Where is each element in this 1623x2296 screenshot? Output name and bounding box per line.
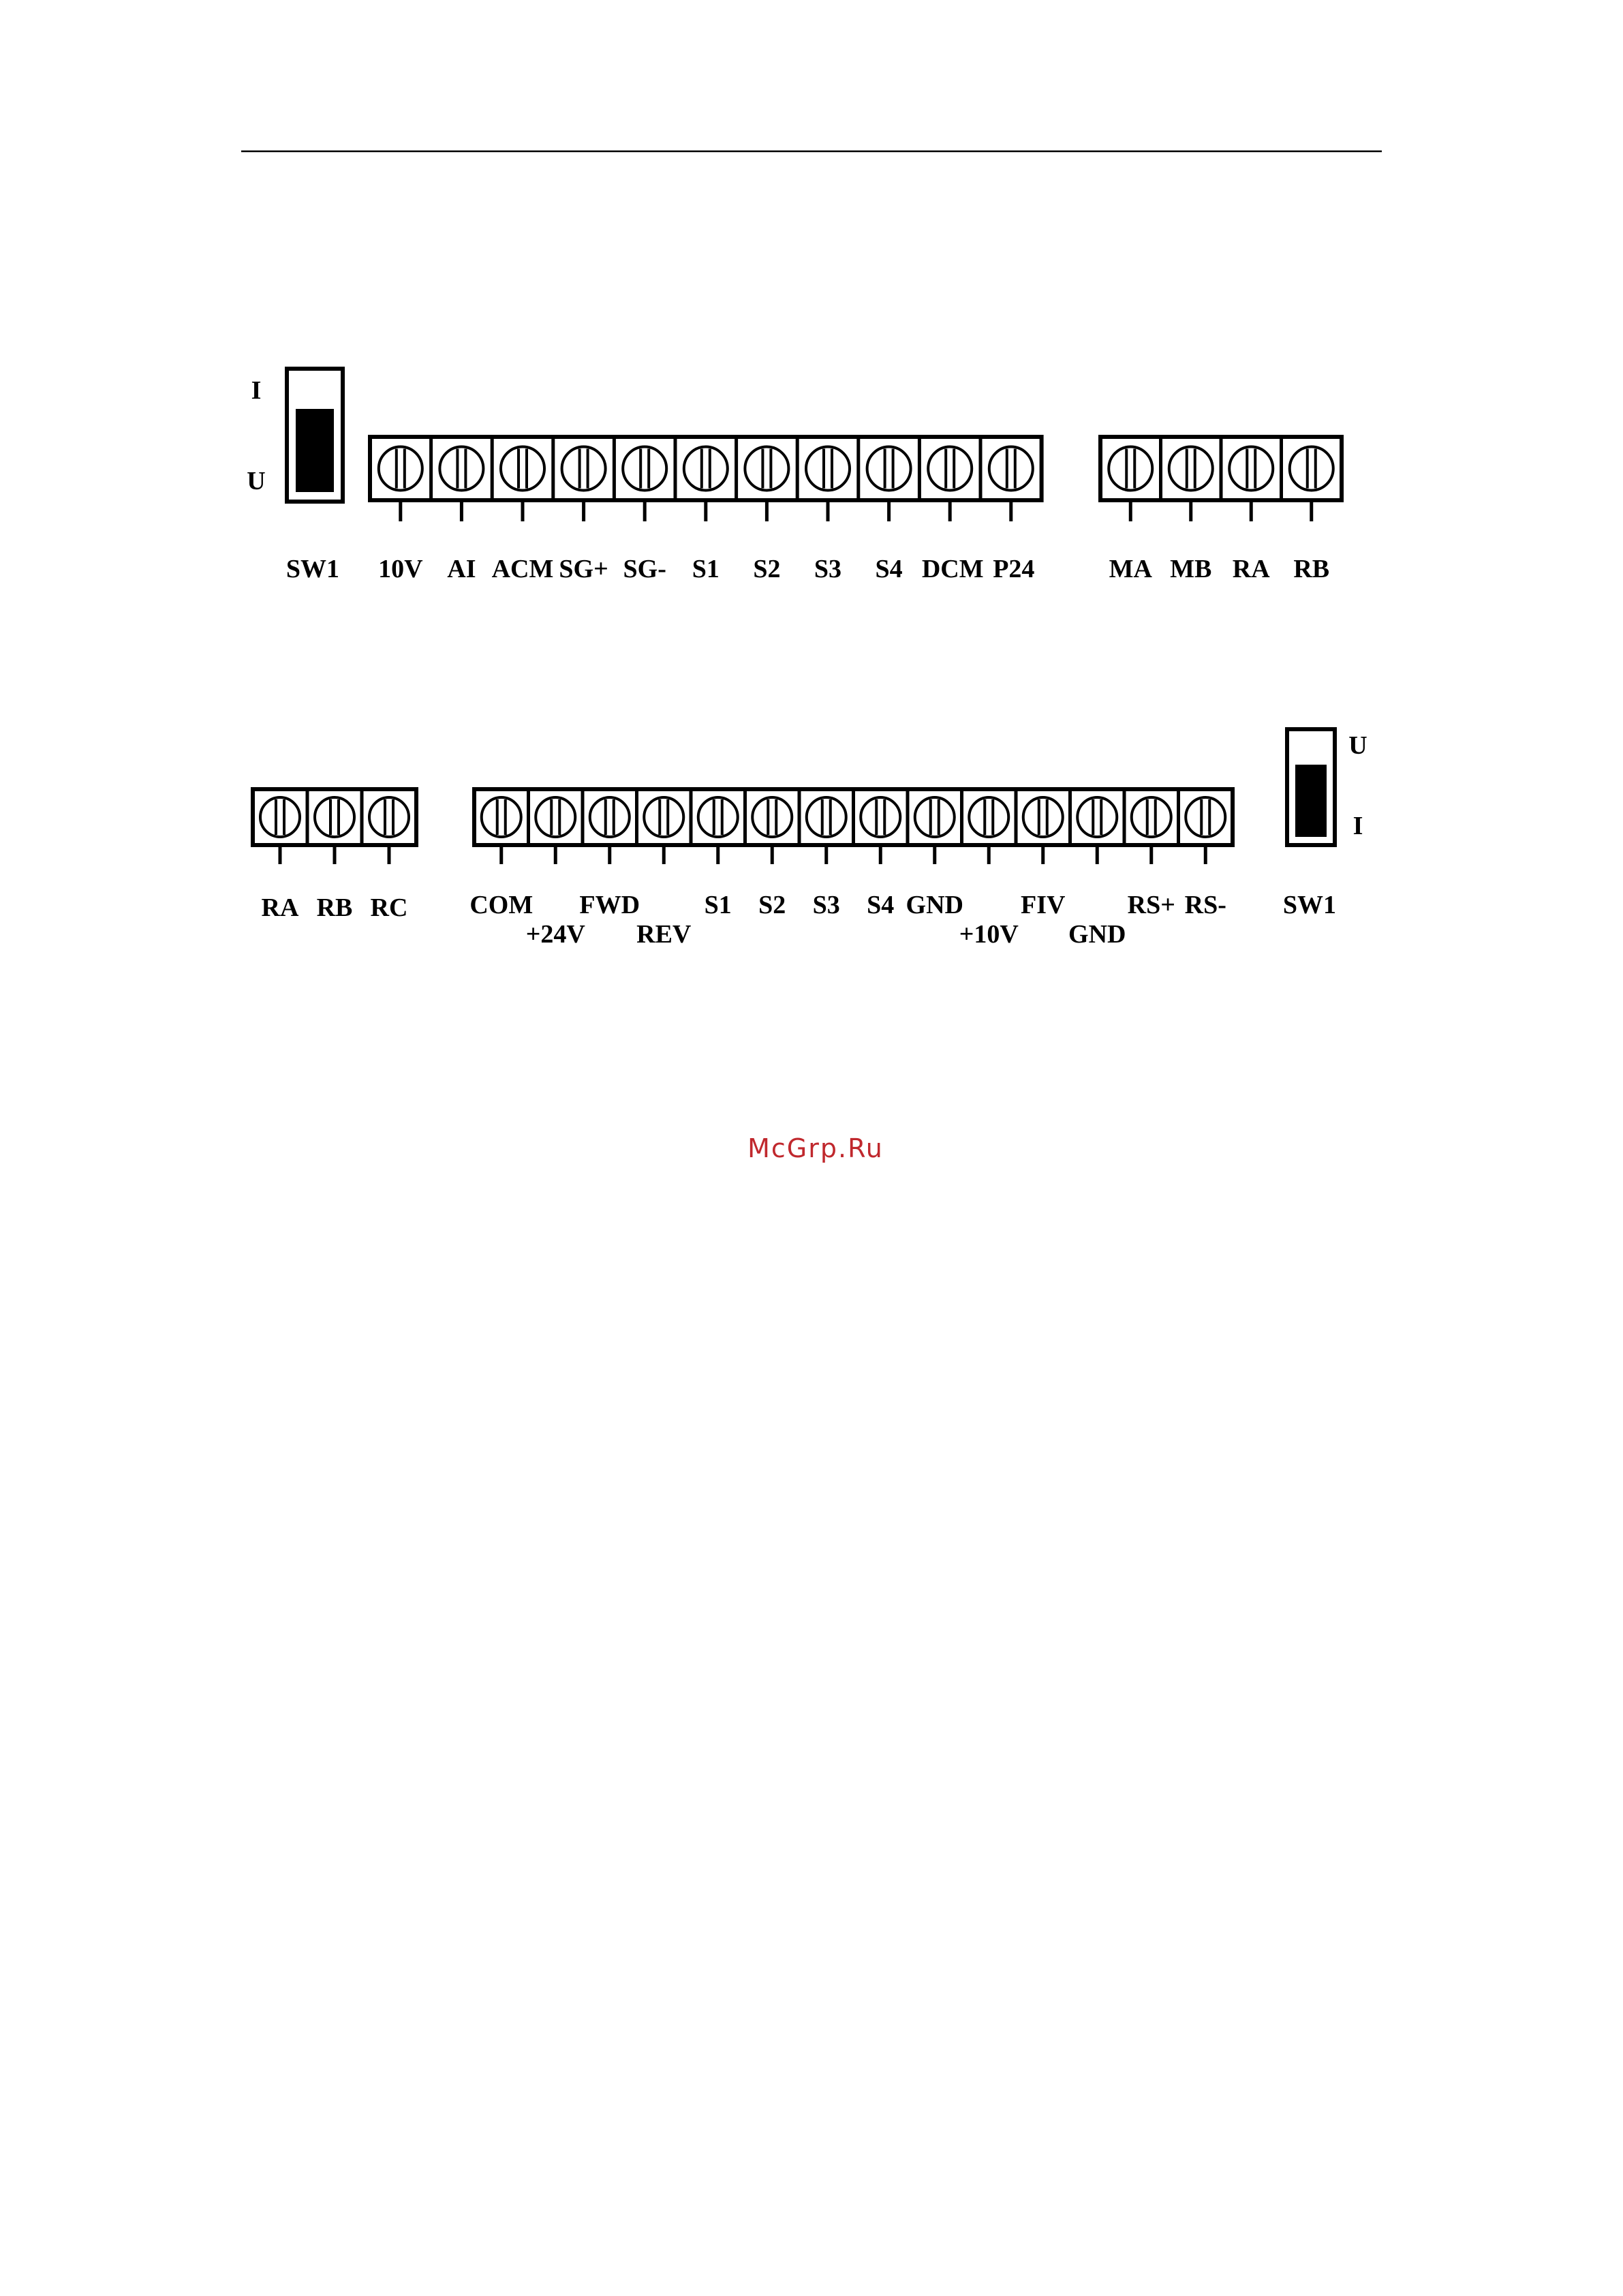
terminal-label: S2 bbox=[758, 891, 786, 919]
terminal-screw-icon bbox=[536, 797, 575, 837]
terminal-label: S2 bbox=[753, 555, 781, 583]
bottom-switch bbox=[1283, 729, 1367, 919]
terminal-label: S4 bbox=[867, 891, 895, 919]
top-switch-label: SW1 bbox=[285, 555, 340, 583]
terminal-screw-icon bbox=[1290, 447, 1333, 491]
terminal-screw-icon bbox=[623, 447, 666, 491]
terminal-screw-icon bbox=[369, 797, 409, 837]
terminal-label: AI bbox=[447, 555, 476, 583]
terminal-label: REV bbox=[636, 920, 692, 949]
terminal-label: RB bbox=[316, 893, 353, 922]
terminal-screw-icon bbox=[867, 447, 911, 491]
terminal-screw-icon bbox=[562, 447, 606, 491]
top-switch bbox=[247, 369, 343, 583]
bottom-relay-terminal-block bbox=[253, 789, 416, 922]
terminal-screw-icon bbox=[1186, 797, 1225, 837]
watermark: McGrp.Ru bbox=[747, 1133, 884, 1163]
terminal-screw-icon bbox=[915, 797, 955, 837]
bottom-switch-pos-label-u: U bbox=[1348, 731, 1367, 760]
bottom-main-terminal-block bbox=[469, 789, 1233, 949]
terminal-label: S3 bbox=[814, 555, 842, 583]
terminal-screw-icon bbox=[1132, 797, 1171, 837]
terminal-screw-icon bbox=[806, 447, 850, 491]
terminal-label: RA bbox=[1232, 555, 1270, 583]
bottom-switch-pos-label-i: I bbox=[1352, 812, 1363, 840]
terminal-screw-icon bbox=[315, 797, 354, 837]
terminal-label: SG+ bbox=[559, 555, 608, 583]
terminal-label: S3 bbox=[812, 891, 840, 919]
terminal-screw-icon bbox=[1229, 447, 1273, 491]
terminal-screw-icon bbox=[1023, 797, 1063, 837]
terminal-label: RS+ bbox=[1127, 891, 1175, 919]
terminal-screw-icon bbox=[379, 447, 422, 491]
terminal-screw-icon bbox=[644, 797, 683, 837]
terminal-label: GND bbox=[906, 891, 963, 919]
terminal-screw-icon bbox=[439, 447, 483, 491]
terminal-screw-icon bbox=[745, 447, 788, 491]
terminal-screw-icon bbox=[1109, 447, 1152, 491]
top-relay-terminal-block bbox=[1100, 437, 1342, 583]
terminal-screw-icon bbox=[260, 797, 300, 837]
terminal-screw-icon bbox=[969, 797, 1008, 837]
terminal-screw-icon bbox=[928, 447, 972, 491]
terminal-screw-icon bbox=[989, 447, 1033, 491]
terminal-label: DCM bbox=[921, 555, 984, 583]
terminal-label: MB bbox=[1170, 555, 1212, 583]
terminal-label: RB bbox=[1293, 555, 1330, 583]
terminal-screw-icon bbox=[501, 447, 544, 491]
terminal-screw-icon bbox=[684, 447, 728, 491]
terminal-label: SG- bbox=[623, 555, 666, 583]
terminal-screw-icon bbox=[482, 797, 521, 837]
terminal-label: S1 bbox=[704, 891, 732, 919]
terminal-label: RC bbox=[370, 893, 408, 922]
terminal-label: FIV bbox=[1021, 891, 1066, 919]
top-switch-pos-label-i: I bbox=[251, 376, 262, 405]
terminal-label: FWD bbox=[579, 891, 640, 919]
terminal-label: +24V bbox=[525, 920, 585, 949]
top-switch-lever bbox=[296, 409, 334, 492]
terminal-screw-icon bbox=[752, 797, 792, 837]
terminal-label: S1 bbox=[692, 555, 720, 583]
terminal-label: MA bbox=[1109, 555, 1152, 583]
terminal-screw-icon bbox=[807, 797, 846, 837]
terminal-label: RS- bbox=[1184, 891, 1226, 919]
terminal-label: RA bbox=[261, 893, 299, 922]
bottom-switch-label: SW1 bbox=[1282, 891, 1337, 919]
terminal-screw-icon bbox=[861, 797, 900, 837]
bottom-switch-lever bbox=[1295, 765, 1327, 837]
terminal-screw-icon bbox=[1169, 447, 1213, 491]
terminal-screw-icon bbox=[698, 797, 738, 837]
terminal-screw-icon bbox=[1077, 797, 1117, 837]
terminal-label: 10V bbox=[378, 555, 423, 583]
terminal-label: GND bbox=[1068, 920, 1126, 949]
top-switch-pos-label-u: U bbox=[247, 467, 266, 495]
terminal-label: COM bbox=[469, 891, 534, 919]
terminal-label: ACM bbox=[491, 555, 554, 583]
terminal-screw-icon bbox=[590, 797, 630, 837]
top-main-terminal-block bbox=[370, 437, 1042, 583]
terminal-label: S4 bbox=[875, 555, 903, 583]
terminal-label: P24 bbox=[993, 555, 1035, 583]
terminal-label: +10V bbox=[959, 920, 1019, 949]
